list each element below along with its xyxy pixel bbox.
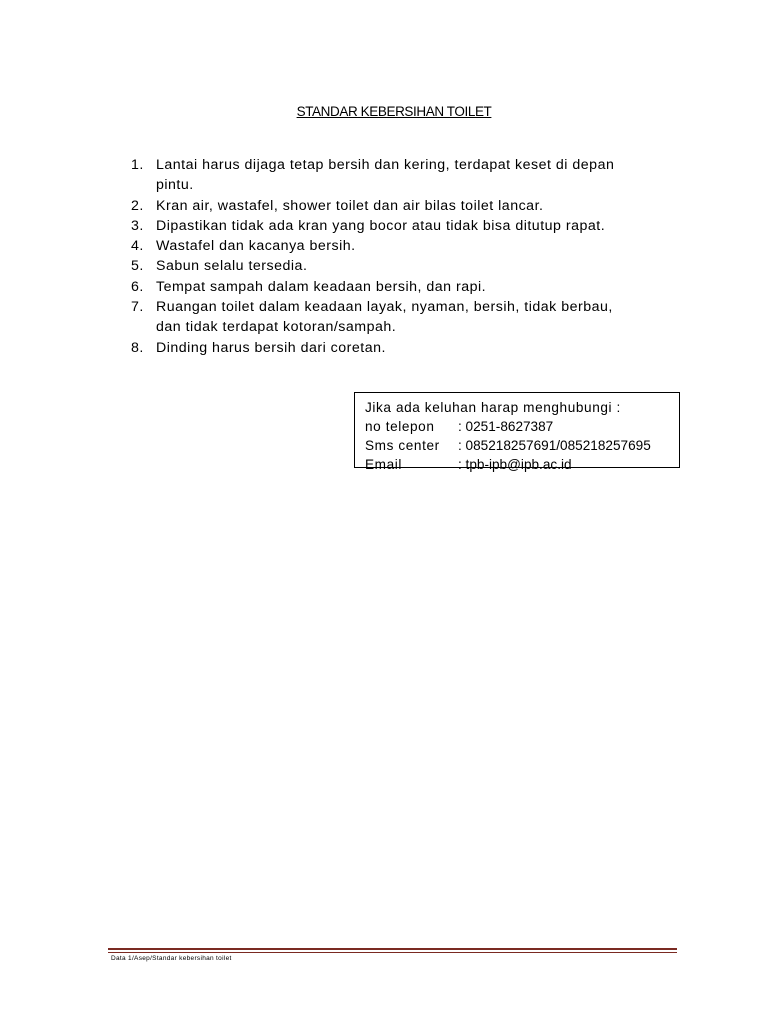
list-item-text: Sabun selalu tersedia. bbox=[156, 258, 308, 275]
contact-value: : 085218257691/085218257695 bbox=[458, 438, 651, 453]
list-item bbox=[131, 216, 691, 236]
list-item-number: 8. bbox=[131, 339, 144, 356]
page-title: STANDAR KEBERSIHAN TOILET bbox=[296, 104, 492, 119]
list-item bbox=[131, 196, 691, 216]
list-item-number: 4. bbox=[131, 238, 144, 255]
list-item-number: 7. bbox=[131, 299, 144, 316]
contact-intro: Jika ada keluhan harap menghubungi : bbox=[365, 400, 621, 415]
rules-list bbox=[131, 155, 691, 358]
list-item-text: pintu. bbox=[156, 177, 194, 194]
contact-value: : 0251-8627387 bbox=[458, 419, 554, 434]
list-item bbox=[131, 338, 691, 358]
list-item-text: Tempat sampah dalam keadaan bersih, dan rapi. bbox=[156, 278, 487, 295]
list-item-number: 5. bbox=[131, 258, 144, 275]
contact-label: no telepon bbox=[365, 419, 435, 434]
list-item-text: dan tidak terdapat kotoran/sampah. bbox=[156, 319, 397, 336]
list-item-number: 3. bbox=[131, 217, 144, 234]
list-item-text: Kran air, wastafel, shower toilet dan air bilas toilet lancar. bbox=[156, 197, 544, 214]
contact-box bbox=[354, 392, 680, 472]
contact-row-sms bbox=[365, 436, 679, 455]
footer-divider bbox=[108, 948, 677, 950]
footer-text: Data 1/Asep/Standar kebersihan toilet bbox=[111, 955, 232, 962]
list-item-text: Dinding harus bersih dari coretan. bbox=[156, 339, 386, 356]
list-item-number: 2. bbox=[131, 197, 144, 214]
list-item-number: 6. bbox=[131, 278, 144, 295]
contact-label: Sms center bbox=[365, 438, 440, 453]
list-item-text: Lantai harus dijaga tetap bersih dan kering, terdapat keset di depan bbox=[156, 157, 615, 173]
list-item bbox=[131, 236, 691, 256]
contact-row-phone bbox=[365, 417, 679, 436]
list-item-number: 1. bbox=[131, 157, 144, 173]
contact-row-email bbox=[365, 455, 679, 474]
list-item bbox=[131, 297, 691, 338]
list-item bbox=[131, 256, 691, 276]
contact-value: : tpb-ipb@ipb.ac.id bbox=[458, 457, 572, 472]
list-item bbox=[131, 155, 691, 196]
list-item-text: Wastafel dan kacanya bersih. bbox=[156, 238, 356, 255]
footer-divider-thin bbox=[108, 952, 677, 953]
list-item-text: Dipastikan tidak ada kran yang bocor atau tidak bisa ditutup rapat. bbox=[156, 217, 606, 234]
list-item bbox=[131, 277, 691, 297]
contact-label: Email bbox=[365, 457, 402, 472]
list-item-text: Ruangan toilet dalam keadaan layak, nyaman, bersih, tidak berbau, bbox=[156, 299, 613, 316]
